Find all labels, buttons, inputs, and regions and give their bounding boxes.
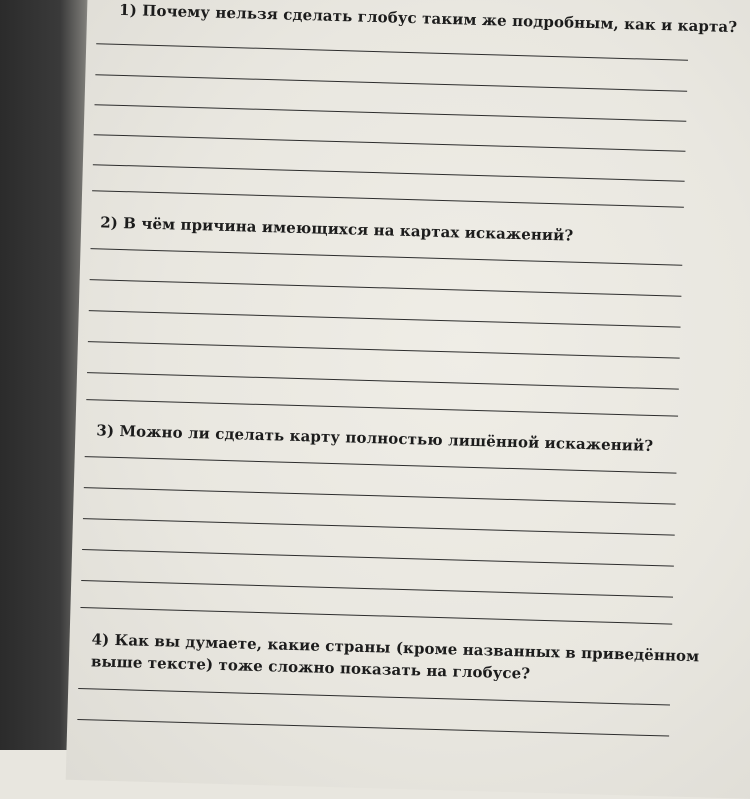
answer-line-2-5[interactable] <box>87 372 679 390</box>
answer-line-4-2[interactable] <box>77 719 669 737</box>
answer-line-2-6[interactable] <box>86 399 678 417</box>
question-3-text: Можно ли сделать карту полностью лишённой искажений? <box>119 422 654 455</box>
question-3 <box>96 421 653 455</box>
answer-line-3-4[interactable] <box>82 549 674 567</box>
question-1 <box>119 1 737 36</box>
answer-line-1-3[interactable] <box>94 104 686 122</box>
answer-line-1-5[interactable] <box>93 164 685 182</box>
answer-line-3-3[interactable] <box>83 518 675 536</box>
answer-line-4-1[interactable] <box>78 688 670 706</box>
answer-line-2-3[interactable] <box>89 310 681 328</box>
answer-line-1-4[interactable] <box>94 134 686 152</box>
answer-line-1-6[interactable] <box>92 190 684 208</box>
question-1-text: Почему нельзя сделать глобус таким же подробным, как и карта? <box>141 1 738 37</box>
question-1-number: 1) <box>118 0 138 20</box>
answer-line-3-6[interactable] <box>80 607 672 625</box>
answer-line-2-2[interactable] <box>90 279 682 297</box>
question-4-number: 4) <box>91 630 110 649</box>
answer-line-3-2[interactable] <box>84 487 676 505</box>
question-2 <box>100 213 574 244</box>
answer-line-3-5[interactable] <box>81 580 673 598</box>
answer-line-2-4[interactable] <box>88 341 680 359</box>
worksheet-page <box>66 0 750 799</box>
question-2-number: 2) <box>99 213 119 232</box>
answer-line-2-1[interactable] <box>90 248 682 266</box>
answer-line-1-2[interactable] <box>95 74 687 92</box>
answer-line-3-1[interactable] <box>85 456 677 474</box>
answer-line-1-1[interactable] <box>96 43 688 61</box>
question-4 <box>91 628 702 689</box>
question-2-text: В чём причина имеющихся на картах искажений? <box>123 214 574 245</box>
question-4-text: Как вы думаете, какие страны (кроме названных в приведённом выше тексте) тоже сложно показать на глобусе? <box>90 631 700 683</box>
question-3-number: 3) <box>96 421 115 440</box>
